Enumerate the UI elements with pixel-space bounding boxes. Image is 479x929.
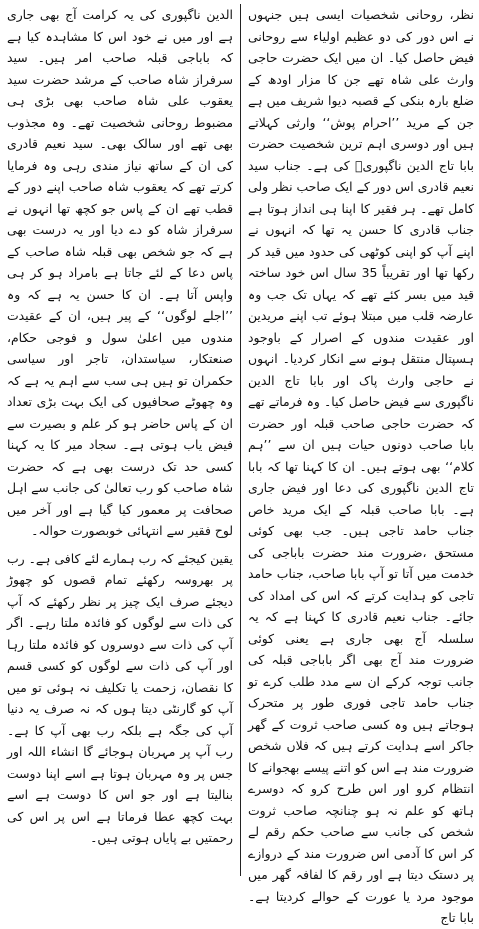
- text-columns: [5, 4, 474, 925]
- column-divider: [240, 4, 241, 876]
- right-column: [242, 4, 474, 925]
- left-column: [7, 4, 239, 876]
- right-column-paragraph: نظر، روحانی شخصیات ایسی ہیں جنہوں نے اس دور کی دو عظیم اولیاء سے روحانی فیض حاصل کیا۔ ان میں ایک حضرت حاجی وارث علی شاہ تھے جن کا مزار اودھ کے ضلع بارہ بنکی کے قصبہ دیوا شریف میں ہے جن کے مرید ’’احرام پوش‘‘ وارثی کہلاتے ہیں اور دوسری اہم ترین شخصیت حضرت بابا تاج الدین ناگپوریؒ کی ہے۔ جناب سید نعیم قادری اس دور کے ایک صاحب نظر ولی کامل تھے۔ ہر فقیر کا اپنا ہی انداز ہوتا ہے جناب قادری کا حسن یہ تھا کہ انہوں نے اپنے آپ کو اپنی کوٹھی کی حدود میں قید کر رکھا تھا اور تقریباً 35 سال اس خود ساختہ قید میں بسر کئے تھے کہ یہاں تک جب وہ عارضہ قلب میں مبتلا ہوئے تب اپنے مریدین اور عقیدت مندوں کے اصرار کے باوجود ہسپتال منتقل ہونے سے انکار کردیا۔ انہوں نے حاجی وارث پاک اور بابا تاج الدین ناگپوری سے فیض حاصل کیا۔ وہ فرماتے تھے کہ حضرت حاجی صاحب قبلہ اور حضرت بابا صاحب دونوں حیات ہیں ان سے ’’ہم کلام‘‘ بھی ہوتے ہیں۔ ان کا کہنا تھا کہ بابا تاج الدین ناگپوری کی دعا اور فیض جاری ہے۔ بابا صاحب قبلہ کے ایک مرید خاص جناب حامد تاجی ہیں۔ جب بھی کوئی مستحق ،ضرورت مند حضرت باباجی کی خدمت میں آتا تو آپ بابا صاحب، جناب حامد تاجی کو ہدایت کرتے کہ اس کی امداد کی جائے۔ جناب نعیم قادری کا کہنا ہے کہ یہ سلسلہ آج بھی جاری ہے یعنی کوئی ضرورت مند آج بھی اگر باباجی قبلہ کی جانب توجہ کرکے ان سے مدد طلب کرے تو جناب حامد تاجی فوری طور پر متحرک ہوجاتے ہیں وہ کسی صاحب ثروت کے گھر جاکر اسے ہدایت کرتے ہیں کہ فلاں شخص ضرورت مند ہے اس کو اتنے پیسے بھجوانے کا انتظام کرو اور اس طرح کرو کہ دوسرے ہاتھ کو علم نہ ہو چنانچہ صاحب ثروت شخص کی جانب سے صاحب حکم رقم لے کر اس کا آدمی اس ضرورت مند کے دروازے پر دستک دیتا ہے اور رقم کا لفافہ گھر میں موجود مرد یا عورت کے حوالے کردیتا ہے۔ بابا تاج: [248, 7, 474, 925]
- left-column-quote-paragraph: یقین کیجئے کہ رب ہمارے لئے کافی ہے۔ رب پر بھروسہ رکھئے تمام قصوں کو چھوڑ دیجئے صرف ایک چیز پر نظر رکھئے کہ آپ کی ذات سے لوگوں کو فائدہ ملتا رہے۔ اگر آپ کی ذات سے دوسروں کو فائدہ ملتا رہا اور آپ کی ذات سے لوگوں کو کسی قسم کا نقصان، زحمت یا تکلیف نہ ہوئی تو میں آپ کو گارنٹی دیتا ہوں کہ نہ صرف یہ دنیا آپ کی جگہ ہے بلکہ رب بھی آپ کا ہے۔ رب آپ پر مہربان ہوجائے گا انشاء اللہ اور جس پر وہ مہربان ہوتا ہے اسے اپنا دوست بنالیتا ہے اور جو اس کا دوست ہے اسے بہت کچھ عطا فرماتا ہے اس پر اس کی رحمتیں بے پایاں ہوتی ہیں۔: [7, 550, 233, 845]
- left-column-paragraph: الدین ناگپوری کی یہ کرامت آج بھی جاری ہے اور میں نے خود اس کا مشاہدہ کیا ہے کہ باباجی قبلہ صاحب امر ہیں۔ سید سرفراز شاہ صاحب کے مرشد حضرت سید یعقوب علی شاہ صاحب بھی بڑی ہی مضبوط روحانی شخصیت تھے۔ وہ مجذوب بھی تھے اور سالک بھی۔ سید نعیم قادری کی ان کے ساتھ نیاز مندی رہی وہ فرمایا کرتے تھے کہ یعقوب شاہ صاحب اپنے دور کے قطب تھے ان کے پاس جو کچھ تھا انہوں نے سرفراز شاہ کو دے دیا اور یہ درست بھی ہے کہ جو شخص بھی قبلہ شاہ صاحب کے پاس دعا کے لئے جاتا ہے بامراد ہو کر ہی واپس آتا ہے۔ ان کا حسن یہ ہے کہ وہ ’’اجلے لوگوں‘‘ کے پیر ہیں، ان کے عقیدت مندوں میں اعلیٰ سول و فوجی حکام، صنعتکار، سیاستدان، تاجر اور سیاسی حکمران تو ہیں ہی سب سے اہم یہ ہے کہ وہ چھوٹے صحافیوں کی ایک بہت بڑی تعداد ان کے پاس حاضر ہو کر علم و بصیرت سے فیض یاب ہوتی ہے۔ سجاد میر کا یہ کہنا کسی حد تک درست بھی ہے کہ حضرت شاہ صاحب کو رب تعالیٰ کی جانب سے اہل صحافت پر معمور کیا گیا ہے اور آخر میں لوح فقیر سے انتہائی خوبصورت حوالہ۔: [7, 7, 233, 538]
